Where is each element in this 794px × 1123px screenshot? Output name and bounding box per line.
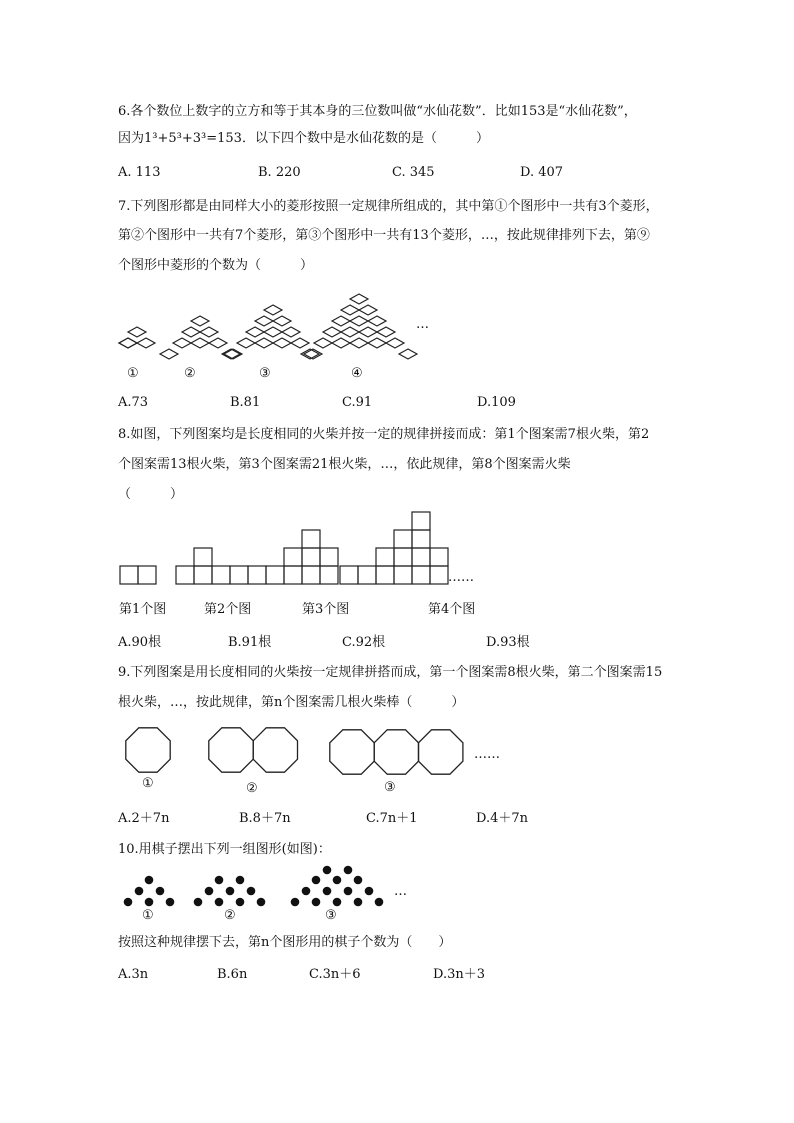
octagon-shape [253, 728, 297, 772]
rhombus-shape [264, 305, 282, 315]
q6-option-d[interactable]: D. 407 [520, 165, 564, 180]
q6-option-b[interactable]: B. 220 [258, 165, 301, 180]
q10-option-d[interactable]: D.3n＋3 [433, 967, 486, 982]
rhombus-shape [350, 294, 368, 304]
chess-piece-dot [333, 876, 342, 885]
q8-line3: （ ） [118, 487, 184, 502]
rhombus-shape [386, 338, 404, 348]
matchstick-square [412, 566, 430, 584]
matchstick-square [302, 530, 320, 548]
q7-rhombus-figures [110, 282, 450, 390]
q10-option-c[interactable]: C.3n＋6 [309, 967, 361, 982]
rhombus-shape [119, 338, 137, 348]
matchstick-square [230, 566, 248, 584]
q9-line2: 根火柴，…，按此规律，第n个图案需几根火柴棒（ ） [118, 695, 465, 710]
rhombus-shape [255, 316, 273, 326]
matchstick-square [120, 566, 138, 584]
chess-piece-dot [215, 898, 224, 907]
q10-chess-piece-figures [118, 866, 388, 912]
matchstick-square [302, 566, 320, 584]
rhombus-shape [323, 327, 341, 337]
chess-piece-dot [323, 866, 332, 875]
chess-piece-dot [312, 898, 321, 907]
rhombus-shape [119, 338, 137, 348]
octagon-shape [209, 728, 253, 772]
matchstick-square [212, 566, 230, 584]
rhombus-shape [200, 327, 218, 337]
chess-piece-dot [194, 898, 203, 907]
chess-piece-dot [135, 887, 144, 896]
matchstick-square [284, 548, 302, 566]
q8-option-a[interactable]: A.90根 [118, 635, 162, 650]
q7-figure-label-3: ③ [259, 366, 271, 381]
q8-option-c[interactable]: C.92根 [342, 635, 386, 650]
chess-piece-dot [205, 887, 214, 896]
matchstick-square [266, 566, 284, 584]
matchstick-square [412, 530, 430, 548]
matchstick-square [394, 530, 412, 548]
q7-option-c[interactable]: C.91 [342, 395, 373, 410]
rhombus-shape [359, 327, 377, 337]
q7-line2: 第②个图形中一共有7个菱形，第③个图形中一共有13个菱形，…，按此规律排列下去，第⑨ [118, 228, 650, 243]
q10-line2: 按照这种规律摆下去，第n个图形用的棋子个数为（ ） [118, 935, 452, 950]
matchstick-square [340, 566, 358, 584]
chess-piece-dot [236, 898, 245, 907]
rhombus-shape [191, 338, 209, 348]
octagon-shape [374, 730, 418, 774]
matchstick-square [358, 566, 376, 584]
q8-option-d[interactable]: D.93根 [486, 635, 530, 650]
matchstick-square [430, 548, 448, 566]
rhombus-shape [173, 338, 191, 348]
chess-piece-dot [145, 876, 154, 885]
q9-figure-label-2: ② [246, 781, 258, 796]
rhombus-shape [350, 316, 368, 326]
chess-piece-dot [236, 876, 245, 885]
octagon-shape [126, 728, 170, 772]
q8-line2: 个图案需13根火柴，第3个图案需21根火柴，…，依此规律，第8个图案需火柴 [118, 457, 571, 472]
q6-option-a[interactable]: A. 113 [118, 165, 161, 180]
chess-piece-dot [333, 898, 342, 907]
chess-piece-dot [226, 887, 235, 896]
rhombus-shape [191, 316, 209, 326]
rhombus-shape [332, 338, 350, 348]
chess-piece-dot [124, 898, 133, 907]
matchstick-square [284, 566, 302, 584]
chess-piece-dot [145, 898, 154, 907]
matchstick-square [430, 566, 448, 584]
q6-option-c[interactable]: C. 345 [392, 165, 435, 180]
q9-figure-label-3: ③ [384, 780, 396, 795]
q8-option-b[interactable]: B.91根 [228, 635, 272, 650]
chess-piece-dot [247, 887, 256, 896]
q8-figure-label-3: 第3个图 [302, 602, 350, 617]
q7-option-b[interactable]: B.81 [230, 395, 261, 410]
q10-figure-label-1: ① [142, 908, 154, 923]
rhombus-shape [341, 327, 359, 337]
matchstick-square [320, 548, 338, 566]
rhombus-shape [359, 305, 377, 315]
q10-option-b[interactable]: B.6n [217, 967, 248, 982]
q10-figure-label-2: ② [224, 908, 236, 923]
q7-figure-label-2: ② [184, 366, 196, 381]
q8-line1: 8.如图，下列图案均是长度相同的火柴并按一定的规律拼接而成：第1个图案需7根火柴，第2 [118, 427, 650, 442]
rhombus-shape [341, 305, 359, 315]
q8-ellipsis: …… [448, 570, 474, 585]
matchstick-square [394, 548, 412, 566]
rhombus-shape [368, 338, 386, 348]
chess-piece-dot [166, 898, 175, 907]
q8-figure-label-4: 第4个图 [428, 602, 476, 617]
rhombus-shape [291, 338, 309, 348]
chess-piece-dot [375, 898, 384, 907]
chess-piece-dot [257, 898, 266, 907]
q9-figure-label-1: ① [142, 776, 154, 791]
rhombus-shape [332, 316, 350, 326]
matchstick-square [412, 512, 430, 530]
q9-octagon-figures [118, 722, 468, 784]
matchstick-square [194, 548, 212, 566]
chess-piece-dot [354, 898, 363, 907]
q10-ellipsis: … [394, 884, 407, 899]
matchstick-square [302, 548, 320, 566]
q10-figure-label-3: ③ [325, 908, 337, 923]
rhombus-shape [128, 327, 146, 337]
matchstick-square [194, 566, 212, 584]
rhombus-shape [264, 327, 282, 337]
q9-option-a[interactable]: A.2＋7n [118, 811, 170, 826]
chess-piece-dot [365, 887, 374, 896]
matchstick-square [394, 566, 412, 584]
q6-line2: 因为1³+5³+3³=153．以下四个数中是水仙花数的是（ ） [118, 131, 489, 146]
rhombus-shape [182, 327, 200, 337]
matchstick-square [376, 548, 394, 566]
chess-piece-dot [156, 887, 165, 896]
chess-piece-dot [323, 887, 332, 896]
rhombus-shape [282, 327, 300, 337]
matchstick-square [320, 566, 338, 584]
q9-line1: 9.下列图案是用长度相同的火柴按一定规律拼搭而成，第一个图案需8根火柴，第二个图案需15 [118, 665, 663, 680]
rhombus-shape [350, 338, 368, 348]
q7-figure-label-4: ④ [351, 366, 363, 381]
matchstick-square [248, 566, 266, 584]
rhombus-shape [399, 349, 417, 359]
q7-ellipsis: … [416, 317, 429, 332]
rhombus-shape [368, 316, 386, 326]
chess-piece-dot [344, 887, 353, 896]
q8-figure-label-2: 第2个图 [204, 602, 252, 617]
q8-matchstick-figures [118, 510, 438, 588]
q6-line1: 6.各个数位上数字的立方和等于其本身的三位数叫做“水仙花数”．比如153是“水仙花数”， [118, 104, 637, 119]
q10-option-a[interactable]: A.3n [118, 967, 149, 982]
q9-ellipsis: …… [474, 747, 500, 762]
octagon-shape [419, 730, 463, 774]
rhombus-shape [273, 316, 291, 326]
q7-figure-label-1: ① [127, 366, 139, 381]
rhombus-shape [314, 338, 332, 348]
rhombus-shape [377, 327, 395, 337]
octagon-shape [330, 730, 374, 774]
chess-piece-dot [302, 887, 311, 896]
chess-piece-dot [354, 876, 363, 885]
matchstick-square [412, 548, 430, 566]
q9-option-d[interactable]: D.4＋7n [476, 811, 529, 826]
chess-piece-dot [215, 876, 224, 885]
q7-line1: 7.下列图形都是由同样大小的菱形按照一定规律所组成的，其中第①个图形中一共有3个菱形， [118, 199, 659, 214]
matchstick-square [138, 566, 156, 584]
q7-option-d[interactable]: D.109 [477, 395, 516, 410]
q8-figure-label-1: 第1个图 [119, 602, 167, 617]
q9-option-b[interactable]: B.8＋7n [239, 811, 291, 826]
matchstick-square [176, 566, 194, 584]
rhombus-shape [137, 338, 155, 348]
rhombus-shape [255, 338, 273, 348]
rhombus-shape [209, 338, 227, 348]
q7-line3: 个图形中菱形的个数为（ ） [118, 258, 314, 273]
rhombus-shape [237, 338, 255, 348]
chess-piece-dot [344, 866, 353, 875]
matchstick-square [376, 566, 394, 584]
rhombus-shape [273, 338, 291, 348]
q9-option-c[interactable]: C.7n＋1 [366, 811, 418, 826]
rhombus-shape [246, 327, 264, 337]
rhombus-shape [160, 349, 178, 359]
q10-line1: 10.用棋子摆出下列一组图形(如图)： [118, 842, 331, 857]
chess-piece-dot [291, 898, 300, 907]
q7-option-a[interactable]: A.73 [118, 395, 149, 410]
chess-piece-dot [312, 876, 321, 885]
